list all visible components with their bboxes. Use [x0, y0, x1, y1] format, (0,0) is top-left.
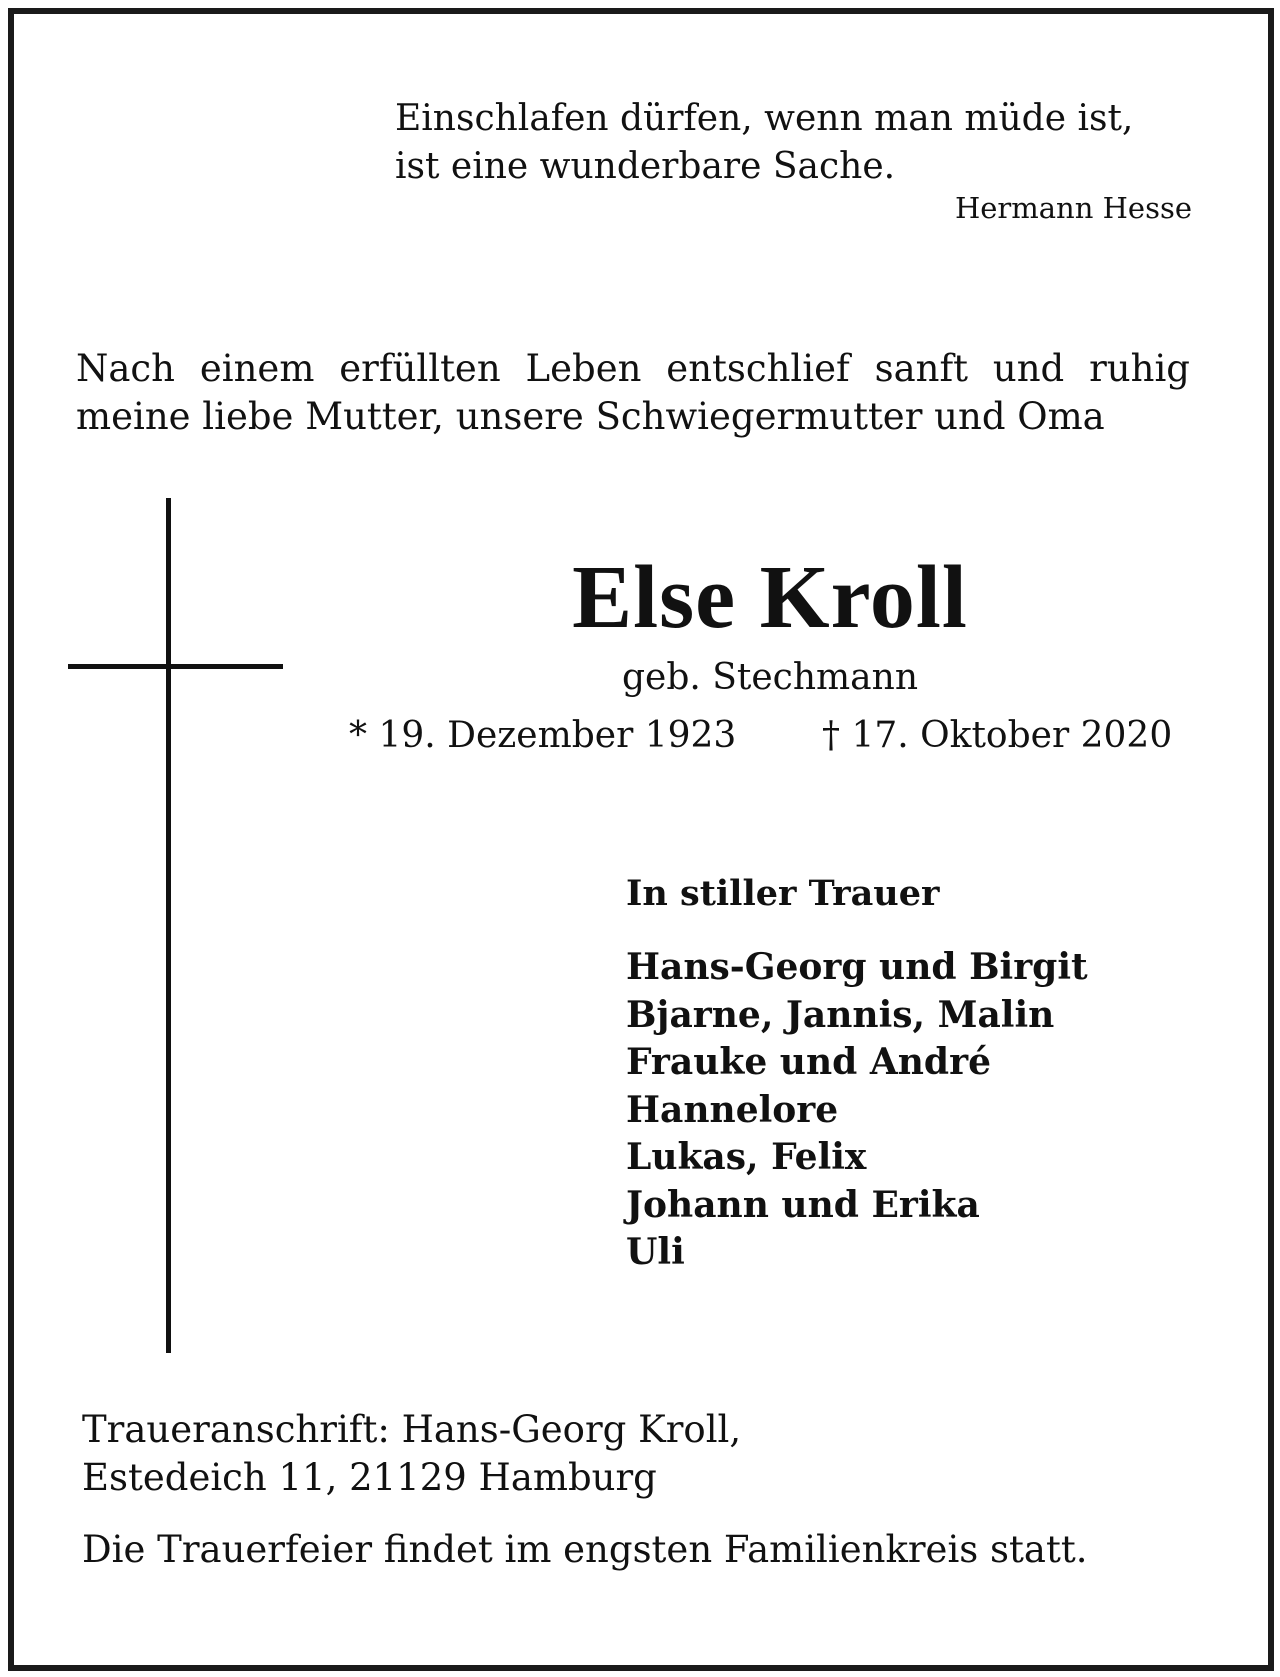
mourner-entry: Uli [626, 1231, 685, 1273]
intro-line: meine liebe Mutter, unsere Schwiegermutter und Oma [76, 395, 1105, 438]
death-date: † 17. Oktober 2020 [822, 715, 1173, 756]
mourning-heading: In stiller Trauer [626, 873, 940, 914]
intro-line: Nach einem erfüllten Leben entschlief sanft und ruhig [76, 347, 1190, 390]
intro-text [76, 345, 1190, 441]
quote-author: Hermann Hesse [954, 191, 1192, 225]
mourner-entry: Bjarne, Jannis, Malin [626, 993, 1055, 1036]
mourner-entry: Hannelore [626, 1088, 839, 1131]
address-line: Traueranschrift: Hans-Georg Kroll, [82, 1408, 742, 1451]
address-line: Estedeich 11, 21129 Hamburg [82, 1456, 657, 1499]
quote-line: Einschlafen dürfen, wenn man müde ist, [395, 98, 1134, 139]
mourner-entry: Lukas, Felix [626, 1136, 867, 1178]
mourner-entry: Frauke und André [626, 1041, 991, 1083]
quote-line: ist eine wunderbare Sache. [395, 146, 896, 187]
maiden-name: geb. Stechmann [621, 657, 919, 698]
mourner-entry: Johann und Erika [626, 1183, 980, 1226]
mourning-address [82, 1406, 741, 1502]
mourners-list [626, 944, 1088, 1277]
birth-date: * 19. Dezember 1923 [349, 715, 737, 756]
cross-icon-vertical-bar [166, 498, 171, 1353]
cross-icon-horizontal-bar [68, 664, 283, 669]
deceased-name: Else Kroll [572, 548, 968, 647]
mourner-entry: Hans-Georg und Birgit [626, 946, 1088, 988]
ceremony-note: Die Trauerfeier findet im engsten Familienkreis statt. [82, 1528, 1088, 1571]
epigraph-quote [395, 95, 1133, 191]
